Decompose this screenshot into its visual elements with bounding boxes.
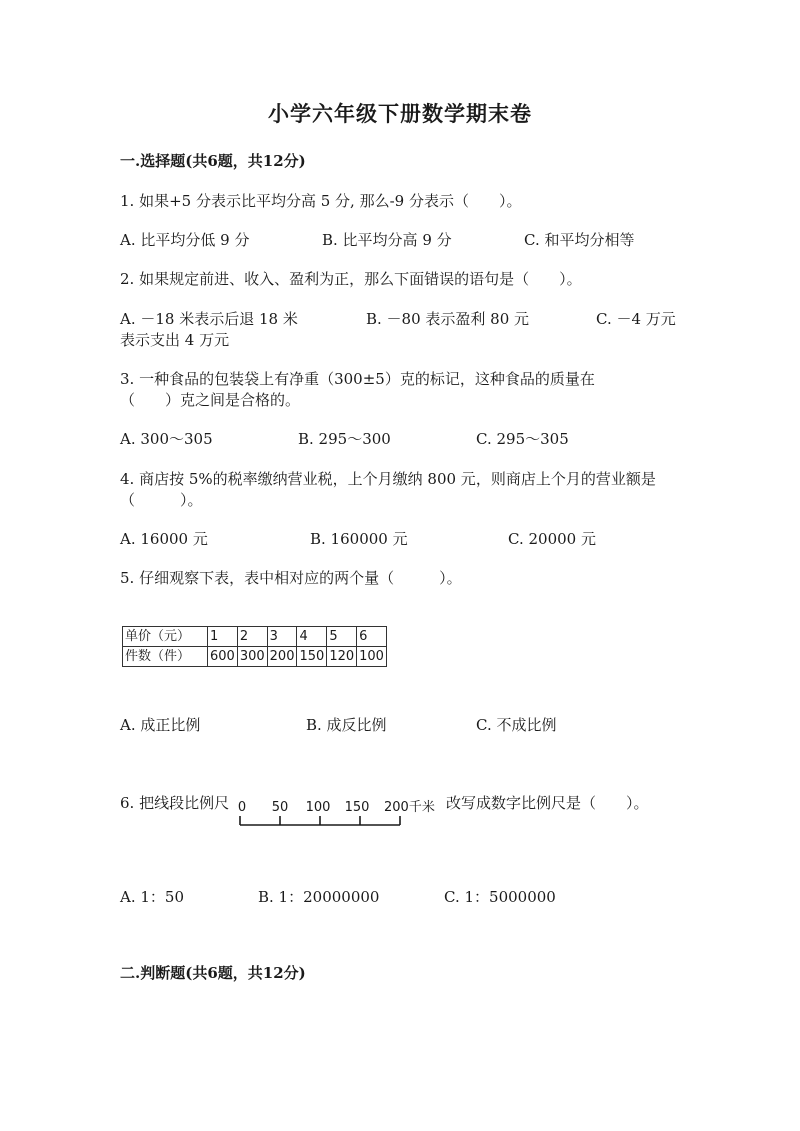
table-cell-price: 4 — [297, 627, 327, 647]
table-cell-price: 1 — [208, 627, 238, 647]
table-cell-price: 6 — [357, 627, 387, 647]
question-6-stem-before: 6. 把线段比例尺 — [120, 794, 230, 812]
table-cell-quantity: 100 — [357, 647, 387, 667]
question-2-option-c: C. －4 万元 — [596, 310, 676, 328]
question-3-stem-line2: （ ）克之间是合格的。 — [120, 391, 301, 409]
question-6-stem-after: 改写成数字比例尺是（ ）。 — [446, 794, 649, 812]
table-cell-price: 3 — [267, 627, 297, 647]
scale-label: 200千米 — [384, 800, 435, 815]
question-3-option-c: C. 295～305 — [476, 430, 569, 448]
table-row-price — [123, 627, 387, 647]
question-1-option-b: B. 比平均分高 9 分 — [322, 231, 452, 249]
scale-label: 0 — [237, 800, 247, 815]
question-5-option-b: B. 成反比例 — [306, 716, 387, 734]
scale-ruler — [240, 816, 400, 825]
question-6-option-b: B. 1：20000000 — [258, 888, 380, 906]
table-row-header-quantity: 件数（件） — [123, 647, 208, 667]
question-5-option-c: C. 不成比例 — [476, 716, 557, 734]
table-cell-quantity: 300 — [237, 647, 267, 667]
table-cell-quantity: 150 — [297, 647, 327, 667]
section-heading-choice: 一.选择题(共6题，共12分) — [120, 152, 306, 170]
question-3-option-a: A. 300～305 — [120, 430, 213, 448]
question-3-option-b: B. 295～300 — [298, 430, 391, 448]
section-heading-judgment: 二.判断题(共6题，共12分) — [120, 964, 306, 982]
line-segment-scale — [234, 794, 450, 830]
table-row-quantity — [123, 647, 387, 667]
question-1-option-c: C. 和平均分相等 — [524, 231, 635, 249]
question-4-option-a: A. 16000 元 — [120, 530, 208, 548]
scale-label: 50 — [271, 800, 289, 815]
question-2-option-b: B. －80 表示盈利 80 元 — [366, 310, 530, 328]
question-5-option-a: A. 成正比例 — [120, 716, 201, 734]
table-cell-quantity: 200 — [267, 647, 297, 667]
scale-label: 100 — [305, 800, 331, 815]
question-1-stem: 1. 如果+5 分表示比平均分高 5 分, 那么-9 分表示（ ）。 — [120, 192, 522, 210]
page-title: 小学六年级下册数学期末卷 — [268, 101, 532, 126]
question-2-stem: 2. 如果规定前进、收入、盈利为正，那么下面错误的语句是（ ）。 — [120, 270, 582, 288]
question-2-option-c-continuation: 表示支出 4 万元 — [120, 331, 230, 349]
question-5-stem: 5. 仔细观察下表，表中相对应的两个量（ ）。 — [120, 569, 462, 587]
question-4-stem-line2: （ ）。 — [120, 491, 203, 509]
question-2-option-a: A. －18 米表示后退 18 米 — [120, 310, 298, 328]
price-quantity-table — [122, 626, 387, 667]
question-6-option-a: A. 1：50 — [120, 888, 184, 906]
table-cell-price: 5 — [327, 627, 357, 647]
question-4-option-b: B. 160000 元 — [310, 530, 408, 548]
table-cell-price: 2 — [237, 627, 267, 647]
question-4-stem-line1: 4. 商店按 5%的税率缴纳营业税，上个月缴纳 800 元，则商店上个月的营业额是 — [120, 470, 656, 488]
table-row-header-price: 单价（元） — [123, 627, 208, 647]
question-3-stem-line1: 3. 一种食品的包装袋上有净重（300±5）克的标记，这种食品的质量在 — [120, 370, 595, 388]
question-1-option-a: A. 比平均分低 9 分 — [120, 231, 250, 249]
question-6-option-c: C. 1：5000000 — [444, 888, 556, 906]
question-4-option-c: C. 20000 元 — [508, 530, 596, 548]
table-cell-quantity: 600 — [208, 647, 238, 667]
table-cell-quantity: 120 — [327, 647, 357, 667]
scale-label: 150 — [344, 800, 370, 815]
